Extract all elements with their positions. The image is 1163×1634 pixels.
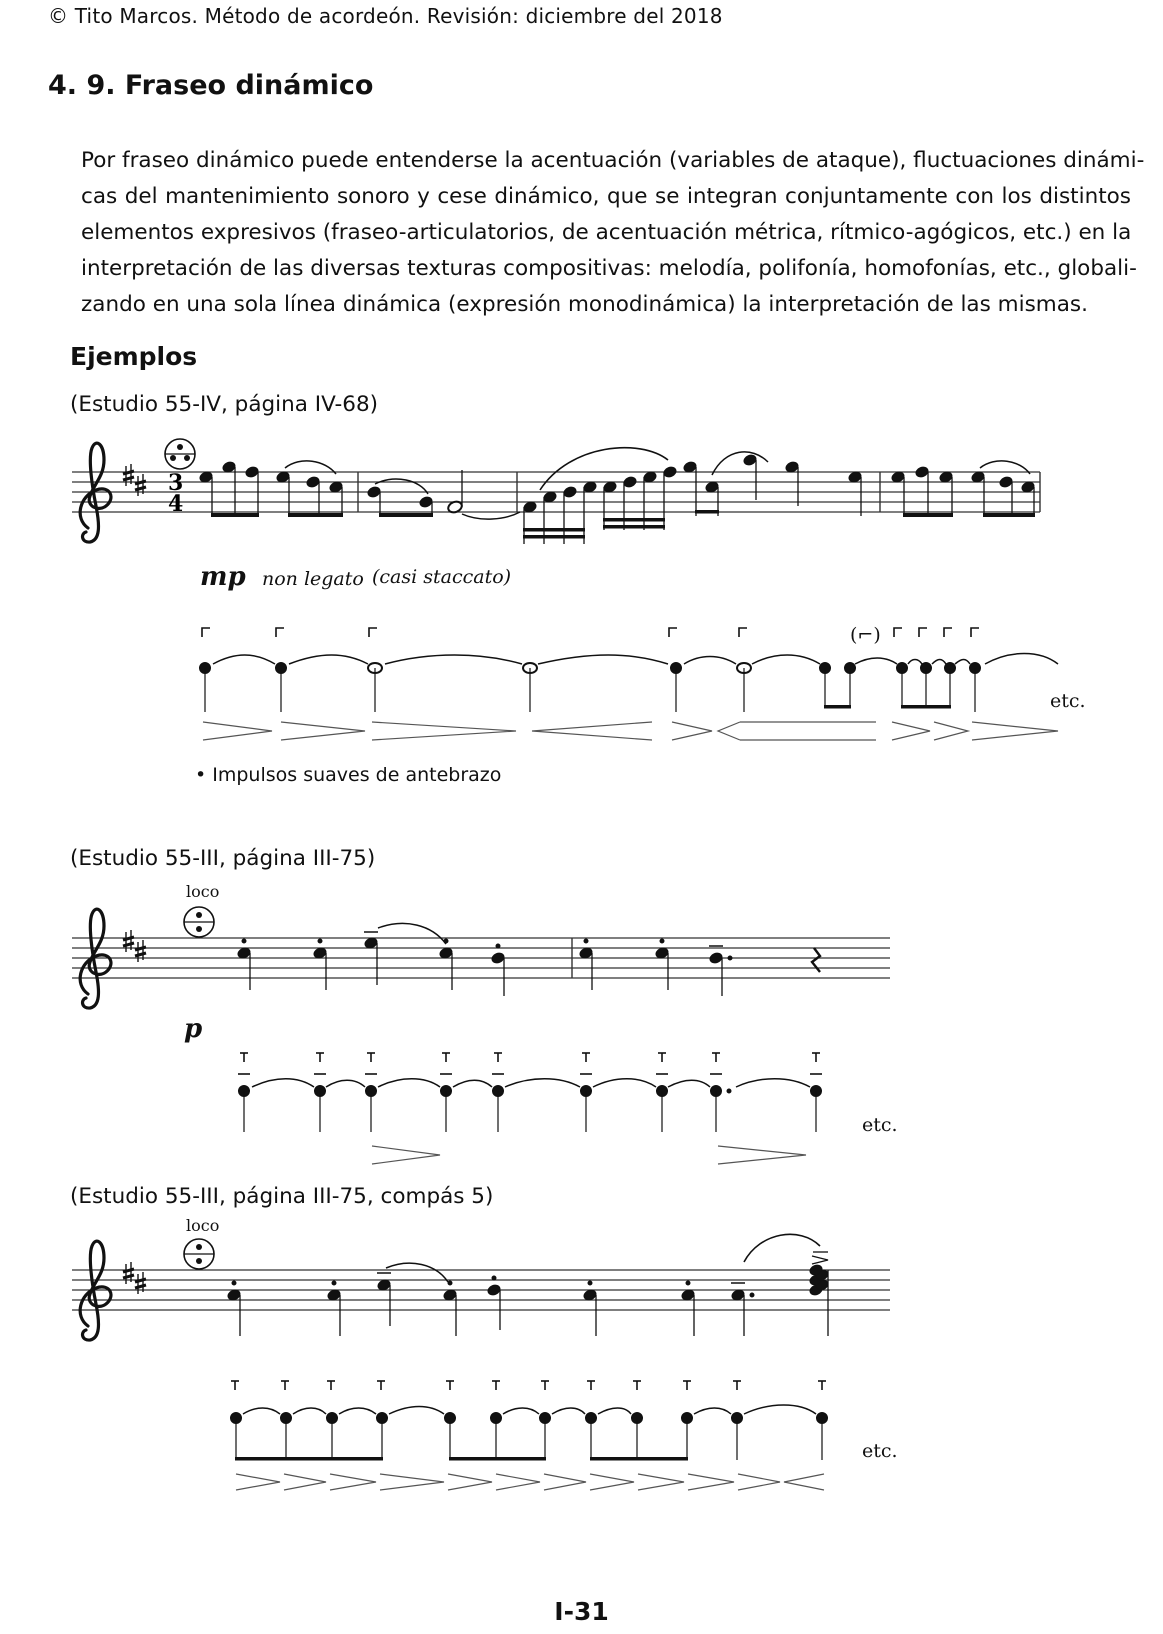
example1-notes (199, 448, 1036, 544)
paragraph-line: cas del mantenimiento sonoro y cese dinámico, que se integran conjuntamente con los distintos (81, 184, 1131, 209)
example1-bellows-line (200, 628, 1059, 740)
example3-notes (227, 1234, 830, 1336)
example1-dynamic: mp (200, 562, 246, 592)
example2-reference: (Estudio 55-III, página III-75) (70, 846, 376, 871)
paragraph-line: elementos expresivos (fraseo-articulatorios, de acentuación métrica, rítmico-agógicos, etc.) en la (81, 220, 1132, 245)
example3-etc: etc. (862, 1440, 898, 1462)
example3-reference: (Estudio 55-III, página III-75, compás 5) (70, 1184, 494, 1209)
example3-bellows-line (231, 1381, 828, 1490)
svg-text:4: 4 (168, 491, 184, 517)
paragraph-line: zando en una sola línea dinámica (expresión monodinámica) la interpretación de las mismas. (81, 292, 1088, 317)
svg-text:3: 3 (168, 470, 184, 496)
key-signature-icon (123, 930, 146, 962)
example2-bellows-line (238, 1053, 822, 1164)
example2-dynamic: p (184, 1014, 203, 1044)
key-signature-icon (123, 464, 146, 496)
key-signature-icon (123, 1262, 146, 1294)
section-title: 4. 9. Fraseo dinámico (48, 70, 374, 101)
example2-notes (237, 923, 820, 996)
bellows-symbol-icon (165, 439, 195, 469)
example2-staff (72, 938, 890, 978)
example1-instruction-2: (casi staccato) (372, 566, 512, 588)
example1-reference: (Estudio 55-IV, página IV-68) (70, 392, 379, 417)
example1-etc: etc. (1050, 690, 1086, 712)
example1-bellows-paren: (⌐) (850, 624, 881, 646)
page-header: © Tito Marcos. Método de acordeón. Revisión: diciembre del 2018 (48, 4, 723, 28)
paragraph-line: Por fraseo dinámico puede entenderse la acentuación (variables de ataque), fluctuaciones dinámi- (81, 148, 1145, 173)
example3-register-label: loco (186, 1216, 220, 1235)
bellows-symbol-icon (184, 907, 214, 937)
example3-staff (72, 1270, 890, 1310)
example1-note: • Impulsos suaves de antebrazo (195, 764, 502, 786)
example2-register-label: loco (186, 882, 220, 901)
paragraph-line: interpretación de las diversas texturas compositivas: melodía, polifonía, homofonías, etc., globali- (81, 256, 1137, 281)
examples-title: Ejemplos (70, 342, 198, 371)
bellows-symbol-icon (184, 1239, 214, 1269)
example2-etc: etc. (862, 1114, 898, 1136)
page-number: I-31 (554, 1597, 609, 1626)
example1-instruction-1: non legato (262, 568, 364, 590)
